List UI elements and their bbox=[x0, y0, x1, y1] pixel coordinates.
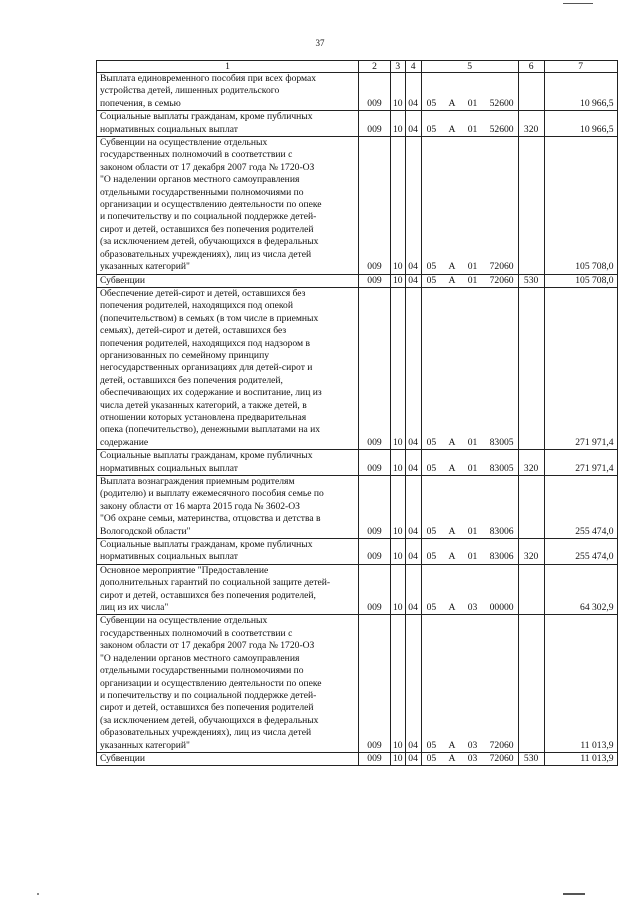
row-description: Субвенции на осуществление отдельных государственных полномочий в соответствии с законом области от 17 декабря 2007 года № 1720-ОЗ "О наделении органов местного самоуправления отдельными государственными полномочиями по организации и осуществлению деятельности по опеке и попечительству и по социальной поддержке детей- сирот и детей, оставшихся без попечения родителей (за исключением детей, обучающихся в федеральных образовательных учреждениях), лиц из числа детей указанных категорий" bbox=[97, 615, 359, 752]
target-article-part: 01 bbox=[467, 261, 478, 273]
row-section-code: 10 bbox=[391, 752, 406, 765]
target-article-part: 03 bbox=[467, 739, 478, 751]
row-description: Социальные выплаты гражданам, кроме публичных нормативных социальных выплат bbox=[97, 111, 359, 137]
header-col-5: 5 bbox=[421, 61, 518, 73]
row-subsection-code: 04 bbox=[405, 752, 421, 765]
header-col-1: 1 bbox=[97, 61, 359, 73]
target-article-part: А bbox=[448, 602, 456, 614]
row-expense-type bbox=[518, 615, 544, 752]
row-section-code: 10 bbox=[391, 539, 406, 565]
row-section-code: 10 bbox=[391, 137, 406, 274]
target-article-parts bbox=[422, 124, 518, 136]
budget-table bbox=[96, 60, 618, 766]
target-article-parts bbox=[422, 526, 518, 538]
row-amount: 10 966,5 bbox=[544, 73, 617, 111]
header-col-4: 4 bbox=[405, 61, 421, 73]
row-target-article bbox=[421, 274, 518, 287]
table-row bbox=[97, 752, 618, 765]
row-description: Обеспечение детей-сирот и детей, оставшихся без попечения родителей, находящихся под опекой (попечительством) в семьях (в том числе в приемных семьях), детей-сирот и детей, оставшихся без попечения родителей, находящихся под надзором в организованных по семейному принципу негосударственных организациях для детей-сирот и детей, оставшихся без попечения родителей, обеспечивающих их содержание и воспитание, лиц из числа детей указанных категорий, а также детей, в отношении которых установлена предварительная опека (попечительство), денежными выплатами на их содержание bbox=[97, 287, 359, 449]
row-section-code: 10 bbox=[391, 450, 406, 476]
row-ved-code: 009 bbox=[359, 564, 391, 615]
target-article-part: 01 bbox=[467, 123, 478, 135]
target-article-part: 05 bbox=[426, 551, 437, 563]
target-article-part: 01 bbox=[467, 462, 478, 474]
target-article-part: А bbox=[448, 739, 456, 751]
row-subsection-code: 04 bbox=[405, 137, 421, 274]
row-description: Выплата единовременного пособия при всех формах устройства детей, лишенных родительского попечения, в семью bbox=[97, 73, 359, 111]
target-article-part: 72060 bbox=[489, 752, 514, 764]
header-col-3: 3 bbox=[391, 61, 406, 73]
row-expense-type: 320 bbox=[518, 111, 544, 137]
table-row bbox=[97, 274, 618, 287]
target-article-part: 01 bbox=[467, 551, 478, 563]
row-description: Выплата вознаграждения приемным родителям (родителю) и выплату ежемесячного пособия семье по закону области от 16 марта 2015 года № 3602-ОЗ "Об охране семьи, материнства, отцовства и детства в Вологодской области" bbox=[97, 476, 359, 539]
table-row bbox=[97, 73, 618, 111]
target-article-part: 72060 bbox=[489, 274, 514, 286]
target-article-parts bbox=[422, 740, 518, 752]
row-subsection-code: 04 bbox=[405, 476, 421, 539]
row-amount: 271 971,4 bbox=[544, 450, 617, 476]
row-amount: 105 708,0 bbox=[544, 137, 617, 274]
row-amount: 11 013,9 bbox=[544, 615, 617, 752]
row-target-article bbox=[421, 752, 518, 765]
row-target-article bbox=[421, 137, 518, 274]
row-description: Субвенции bbox=[97, 752, 359, 765]
row-section-code: 10 bbox=[391, 274, 406, 287]
row-expense-type bbox=[518, 137, 544, 274]
target-article-part: 52600 bbox=[489, 123, 514, 135]
row-subsection-code: 04 bbox=[405, 615, 421, 752]
target-article-parts bbox=[422, 98, 518, 110]
target-article-parts bbox=[422, 437, 518, 449]
row-amount: 105 708,0 bbox=[544, 274, 617, 287]
target-article-part: 01 bbox=[467, 525, 478, 537]
row-target-article bbox=[421, 615, 518, 752]
row-section-code: 10 bbox=[391, 287, 406, 449]
page-number: 37 bbox=[315, 38, 325, 48]
row-target-article bbox=[421, 111, 518, 137]
target-article-part: 00000 bbox=[489, 602, 514, 614]
target-article-part: 72060 bbox=[489, 739, 514, 751]
target-article-part: А bbox=[448, 436, 456, 448]
row-ved-code: 009 bbox=[359, 476, 391, 539]
row-expense-type: 530 bbox=[518, 274, 544, 287]
row-amount: 64 302,9 bbox=[544, 564, 617, 615]
row-amount: 10 966,5 bbox=[544, 111, 617, 137]
target-article-parts bbox=[422, 261, 518, 273]
row-description: Социальные выплаты гражданам, кроме публичных нормативных социальных выплат bbox=[97, 539, 359, 565]
row-amount: 11 013,9 bbox=[544, 752, 617, 765]
target-article-part: 05 bbox=[426, 123, 437, 135]
row-section-code: 10 bbox=[391, 476, 406, 539]
target-article-part: 05 bbox=[426, 752, 437, 764]
row-subsection-code: 04 bbox=[405, 564, 421, 615]
row-section-code: 10 bbox=[391, 564, 406, 615]
row-section-code: 10 bbox=[391, 615, 406, 752]
target-article-part: 01 bbox=[467, 436, 478, 448]
row-subsection-code: 04 bbox=[405, 287, 421, 449]
row-section-code: 10 bbox=[391, 111, 406, 137]
target-article-part: 05 bbox=[426, 436, 437, 448]
row-target-article bbox=[421, 450, 518, 476]
target-article-part: 03 bbox=[467, 752, 478, 764]
row-amount: 255 474,0 bbox=[544, 539, 617, 565]
table-row bbox=[97, 476, 618, 539]
row-ved-code: 009 bbox=[359, 111, 391, 137]
top-right-mark bbox=[563, 3, 593, 4]
row-target-article bbox=[421, 73, 518, 111]
target-article-part: 72060 bbox=[489, 261, 514, 273]
row-expense-type bbox=[518, 476, 544, 539]
row-description: Основное мероприятие "Предоставление дополнительных гарантий по социальной защите детей- сирот и детей, оставшихся без попечения родителей, лиц из их числа" bbox=[97, 564, 359, 615]
target-article-part: 83005 bbox=[489, 462, 514, 474]
table-row bbox=[97, 111, 618, 137]
row-amount: 255 474,0 bbox=[544, 476, 617, 539]
target-article-parts bbox=[422, 602, 518, 614]
target-article-parts bbox=[422, 753, 518, 765]
target-article-part: 05 bbox=[426, 97, 437, 109]
row-target-article bbox=[421, 564, 518, 615]
row-ved-code: 009 bbox=[359, 539, 391, 565]
target-article-part: 83005 bbox=[489, 436, 514, 448]
target-article-part: 83006 bbox=[489, 551, 514, 563]
row-subsection-code: 04 bbox=[405, 73, 421, 111]
table-row bbox=[97, 287, 618, 449]
target-article-part: 01 bbox=[467, 97, 478, 109]
target-article-part: А bbox=[448, 97, 456, 109]
row-description: Субвенции bbox=[97, 274, 359, 287]
row-ved-code: 009 bbox=[359, 73, 391, 111]
row-ved-code: 009 bbox=[359, 274, 391, 287]
table-row bbox=[97, 564, 618, 615]
row-description: Социальные выплаты гражданам, кроме публичных нормативных социальных выплат bbox=[97, 450, 359, 476]
row-ved-code: 009 bbox=[359, 615, 391, 752]
header-col-7: 7 bbox=[544, 61, 617, 73]
target-article-part: А bbox=[448, 525, 456, 537]
target-article-parts bbox=[422, 551, 518, 563]
row-target-article bbox=[421, 287, 518, 449]
row-target-article bbox=[421, 539, 518, 565]
row-target-article bbox=[421, 476, 518, 539]
target-article-part: 83006 bbox=[489, 525, 514, 537]
row-ved-code: 009 bbox=[359, 137, 391, 274]
target-article-part: 01 bbox=[467, 274, 478, 286]
target-article-parts bbox=[422, 463, 518, 475]
row-subsection-code: 04 bbox=[405, 539, 421, 565]
target-article-part: А bbox=[448, 551, 456, 563]
table-row bbox=[97, 539, 618, 565]
target-article-part: А bbox=[448, 752, 456, 764]
row-ved-code: 009 bbox=[359, 287, 391, 449]
header-col-6: 6 bbox=[518, 61, 544, 73]
target-article-part: 03 bbox=[467, 602, 478, 614]
target-article-part: 05 bbox=[426, 261, 437, 273]
table-row bbox=[97, 137, 618, 274]
target-article-parts bbox=[422, 275, 518, 287]
header-col-2: 2 bbox=[359, 61, 391, 73]
header-row bbox=[97, 61, 618, 73]
target-article-part: А bbox=[448, 274, 456, 286]
target-article-part: 52600 bbox=[489, 97, 514, 109]
target-article-part: А bbox=[448, 261, 456, 273]
target-article-part: 05 bbox=[426, 602, 437, 614]
table-row bbox=[97, 615, 618, 752]
target-article-part: 05 bbox=[426, 739, 437, 751]
table-row bbox=[97, 450, 618, 476]
row-expense-type: 320 bbox=[518, 539, 544, 565]
row-expense-type: 530 bbox=[518, 752, 544, 765]
target-article-part: 05 bbox=[426, 525, 437, 537]
row-ved-code: 009 bbox=[359, 450, 391, 476]
row-expense-type bbox=[518, 564, 544, 615]
target-article-part: А bbox=[448, 462, 456, 474]
row-expense-type bbox=[518, 287, 544, 449]
target-article-part: 05 bbox=[426, 274, 437, 286]
row-ved-code: 009 bbox=[359, 752, 391, 765]
row-section-code: 10 bbox=[391, 73, 406, 111]
row-subsection-code: 04 bbox=[405, 450, 421, 476]
row-subsection-code: 04 bbox=[405, 111, 421, 137]
target-article-part: А bbox=[448, 123, 456, 135]
row-expense-type bbox=[518, 73, 544, 111]
target-article-part: 05 bbox=[426, 462, 437, 474]
bottom-right-mark bbox=[563, 893, 585, 895]
row-subsection-code: 04 bbox=[405, 274, 421, 287]
row-description: Субвенции на осуществление отдельных государственных полномочий в соответствии с законом области от 17 декабря 2007 года № 1720-ОЗ "О наделении органов местного самоуправления отдельными государственными полномочиями по организации и осуществлению деятельности по опеке и попечительству и по социальной поддержке детей- сирот и детей, оставшихся без попечения родителей (за исключением детей, обучающихся в федеральных образовательных учреждениях), лиц из числа детей указанных категорий" bbox=[97, 137, 359, 274]
row-expense-type: 320 bbox=[518, 450, 544, 476]
row-amount: 271 971,4 bbox=[544, 287, 617, 449]
scan-dot bbox=[37, 893, 39, 895]
